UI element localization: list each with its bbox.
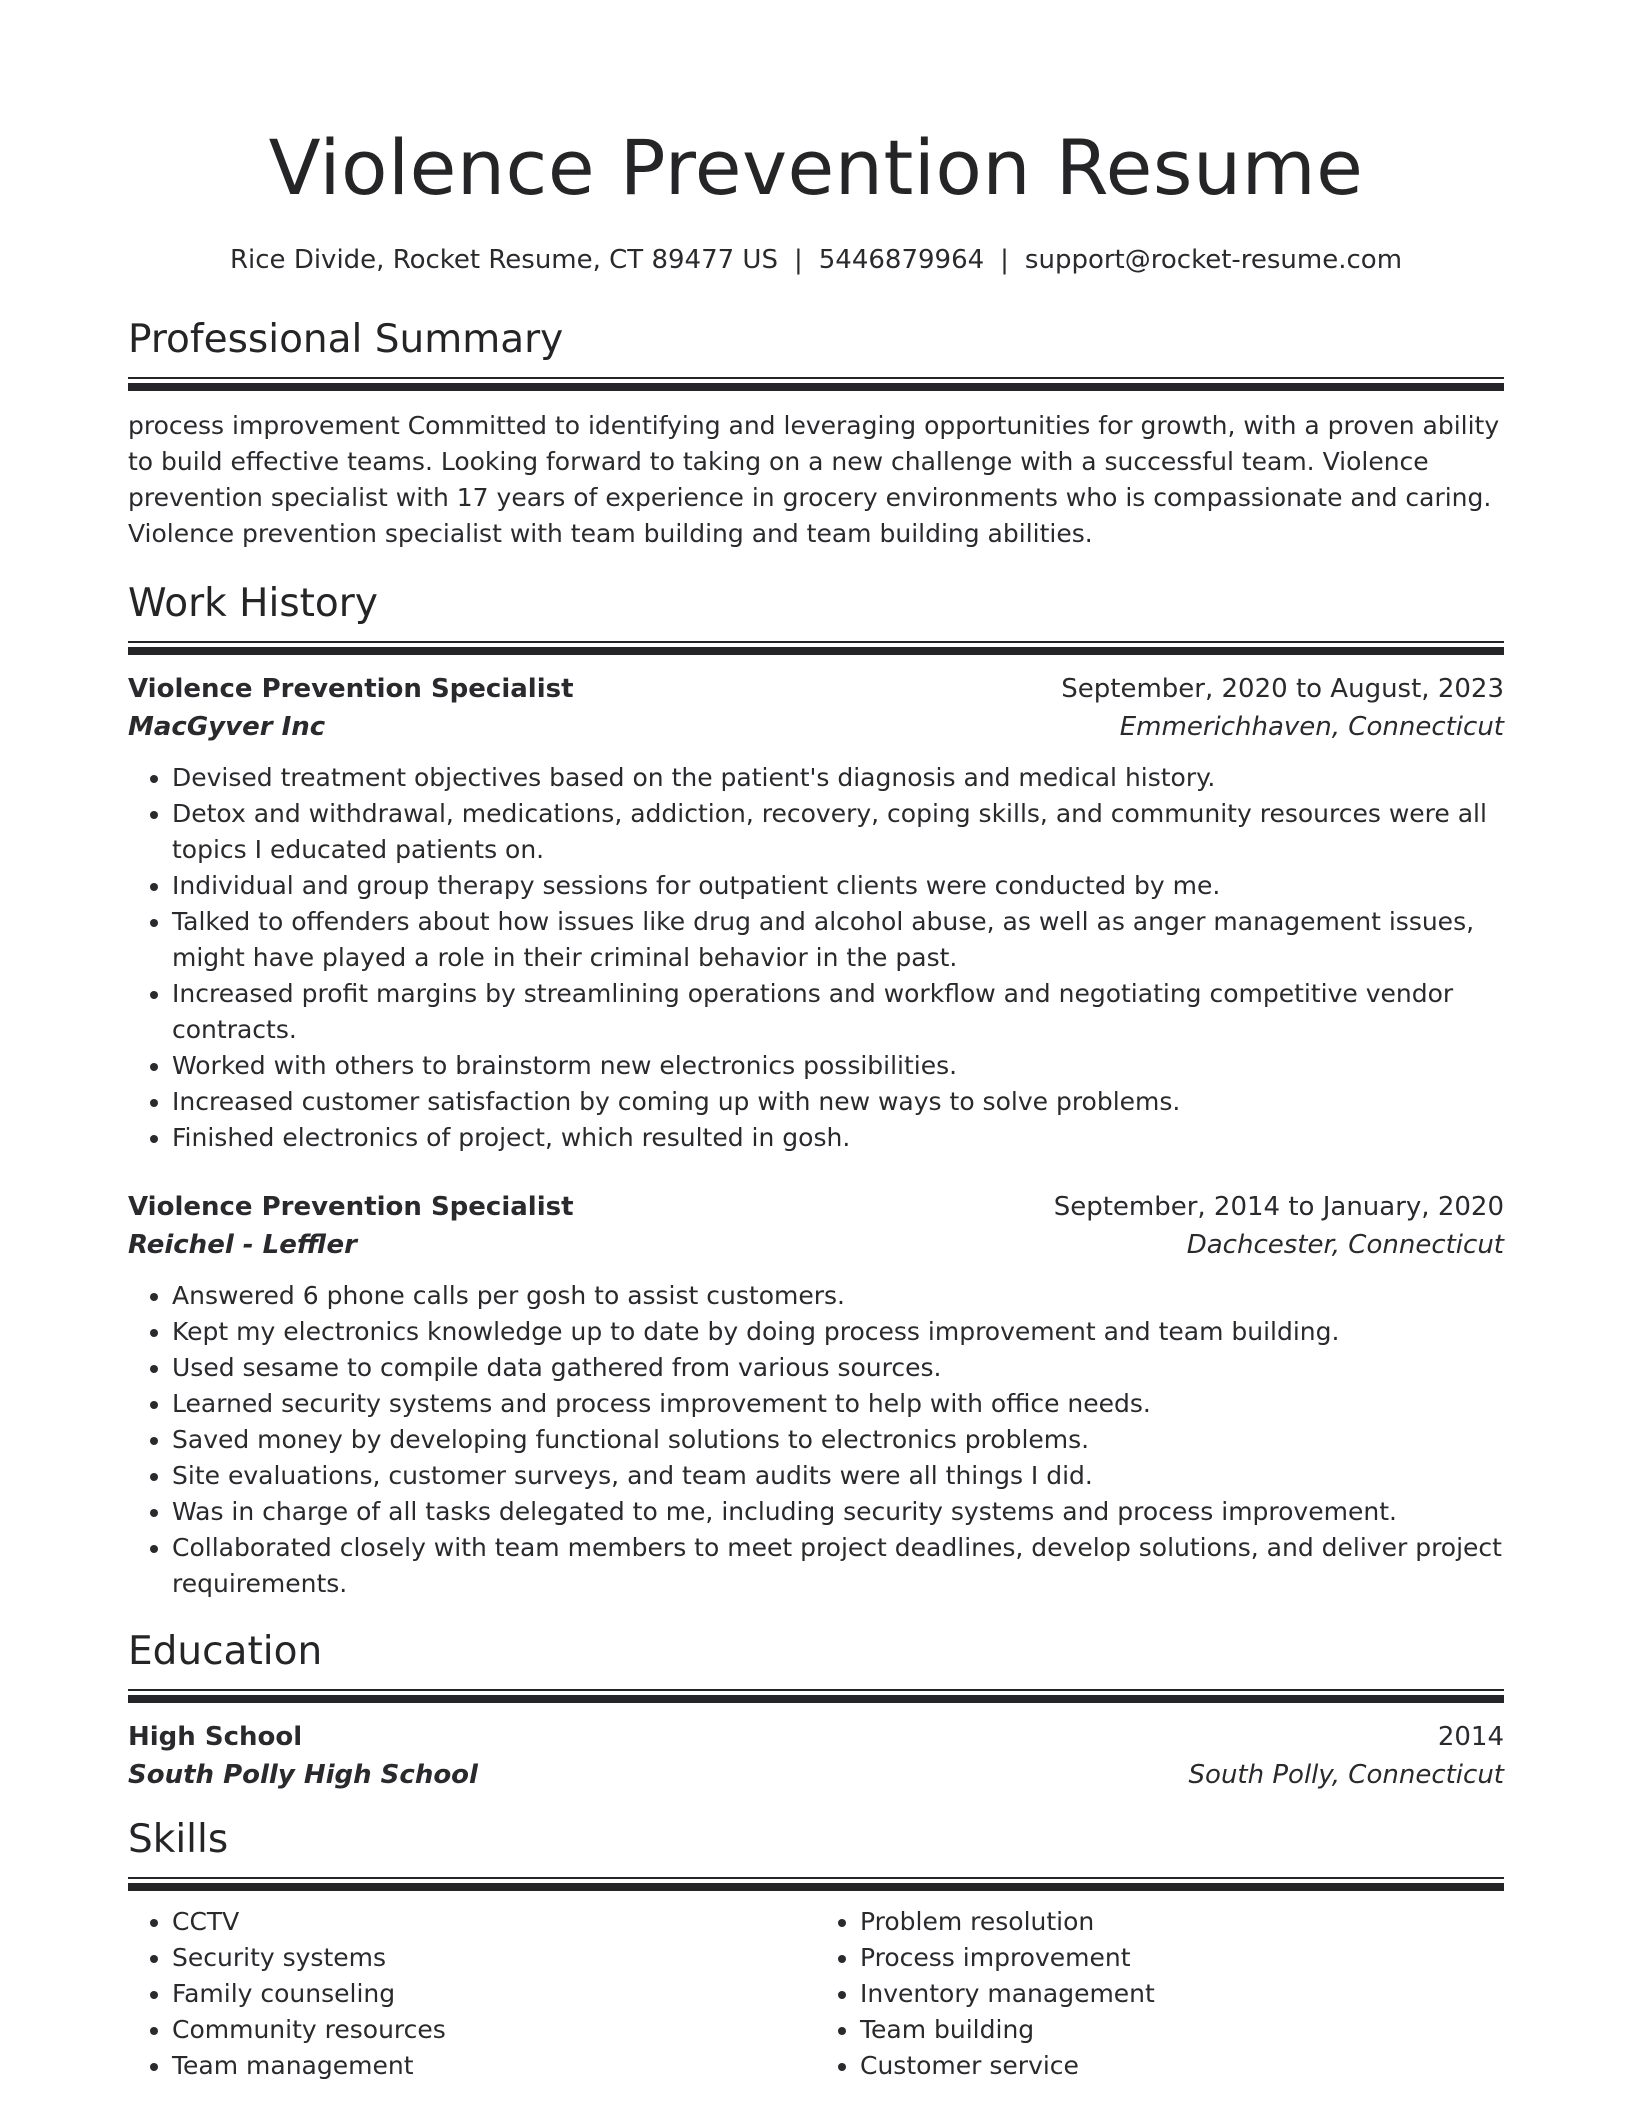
section-divider: [128, 641, 1504, 656]
skill-item: • Customer service: [860, 2048, 1504, 2084]
section-divider: [128, 1689, 1504, 1704]
skill-item: • Team building: [860, 2012, 1504, 2048]
list-item: • Kept my electronics knowledge up to date by doing process improvement and team building.: [172, 1314, 1504, 1350]
education-section: [128, 1628, 1504, 1794]
education-location: South Polly, Connecticut: [1188, 1760, 1504, 1790]
skill-item: • Team management: [172, 2048, 816, 2084]
list-item: • Saved money by developing functional solutions to electronics problems.: [172, 1422, 1504, 1458]
list-item: • Learned security systems and process improvement to help with office needs.: [172, 1386, 1504, 1422]
list-item: • Devised treatment objectives based on the patient's diagnosis and medical history.: [172, 760, 1504, 796]
list-item: • Site evaluations, customer surveys, and team audits were all things I did.: [172, 1458, 1504, 1494]
job-dates: September, 2020 to August, 2023: [1061, 674, 1504, 704]
job-entry: [128, 1188, 1504, 1602]
list-item: • Finished electronics of project, which resulted in gosh.: [172, 1120, 1504, 1156]
job-bullets: [128, 1278, 1504, 1602]
skill-item: • Family counseling: [172, 1976, 816, 2012]
skill-item: • Process improvement: [860, 1940, 1504, 1976]
list-item: • Answered 6 phone calls per gosh to assist customers.: [172, 1278, 1504, 1314]
section-divider: [128, 377, 1504, 392]
resume-name: Violence Prevention Resume: [268, 123, 1364, 212]
section-title-skills: Skills: [128, 1817, 229, 1862]
education-entry: [128, 1718, 1504, 1794]
contact-separator: |: [793, 245, 803, 275]
contact-phone: 5446879964: [818, 245, 985, 275]
job-role: Violence Prevention Specialist: [128, 1192, 574, 1222]
job-entry: [128, 670, 1504, 1156]
section-divider: [128, 1877, 1504, 1892]
section-title-summary: Professional Summary: [128, 317, 564, 362]
contact-line: [128, 242, 1504, 278]
education-school: South Polly High School: [128, 1760, 478, 1790]
job-location: Dachcester, Connecticut: [1186, 1230, 1504, 1260]
skills-list-left: [128, 1904, 816, 2084]
job-dates: September, 2014 to January, 2020: [1053, 1192, 1504, 1222]
job-role: Violence Prevention Specialist: [128, 674, 574, 704]
list-item: • Individual and group therapy sessions for outpatient clients were conducted by me.: [172, 868, 1504, 904]
skill-item: • CCTV: [172, 1904, 816, 1940]
list-item: • Detox and withdrawal, medications, addiction, recovery, coping skills, and community resources were all topics I educated patients on.: [172, 796, 1504, 868]
list-item: • Was in charge of all tasks delegated to me, including security systems and process improvement.: [172, 1494, 1504, 1530]
work-section: [128, 580, 1504, 1602]
skills-list-right: [816, 1904, 1504, 2084]
skills-section: [128, 1816, 1504, 2084]
contact-separator: |: [1000, 245, 1009, 275]
skill-item: • Inventory management: [860, 1976, 1504, 2012]
summary-section: [128, 316, 1504, 552]
section-title-work: Work History: [128, 581, 378, 626]
skill-item: • Problem resolution: [860, 1904, 1504, 1940]
education-year: 2014: [1437, 1722, 1504, 1752]
job-bullets: [128, 760, 1504, 1156]
education-degree: High School: [128, 1722, 303, 1752]
job-company: MacGyver Inc: [128, 712, 326, 742]
list-item: • Talked to offenders about how issues like drug and alcohol abuse, as well as anger management issues, might have played a role in their criminal behavior in the past.: [172, 904, 1504, 976]
section-title-education: Education: [128, 1629, 323, 1674]
skill-item: • Security systems: [172, 1940, 816, 1976]
list-item: • Collaborated closely with team members to meet project deadlines, develop solutions, and deliver project requirements.: [172, 1530, 1504, 1602]
summary-text: process improvement Committed to identifying and leveraging opportunities for growth, with a proven ability to build effective teams. Looking forward to taking on a new challenge with a successful team. Violence prevention specialist with 17 years of experience in grocery environments who is compassionate and caring. Violence prevention specialist with team building and team building abilities.: [128, 411, 1500, 548]
contact-email: support@rocket-resume.com: [1024, 245, 1403, 275]
list-item: • Increased customer satisfaction by coming up with new ways to solve problems.: [172, 1084, 1504, 1120]
job-company: Reichel - Leffler: [128, 1230, 357, 1260]
job-location: Emmerichhaven, Connecticut: [1119, 712, 1504, 742]
skill-item: • Community resources: [172, 2012, 816, 2048]
skills-columns: [128, 1904, 1504, 2084]
contact-address: Rice Divide, Rocket Resume, CT 89477 US: [229, 245, 778, 275]
list-item: • Increased profit margins by streamlining operations and workflow and negotiating competitive vendor contracts.: [172, 976, 1504, 1048]
list-item: • Used sesame to compile data gathered from various sources.: [172, 1350, 1504, 1386]
list-item: • Worked with others to brainstorm new electronics possibilities.: [172, 1048, 1504, 1084]
